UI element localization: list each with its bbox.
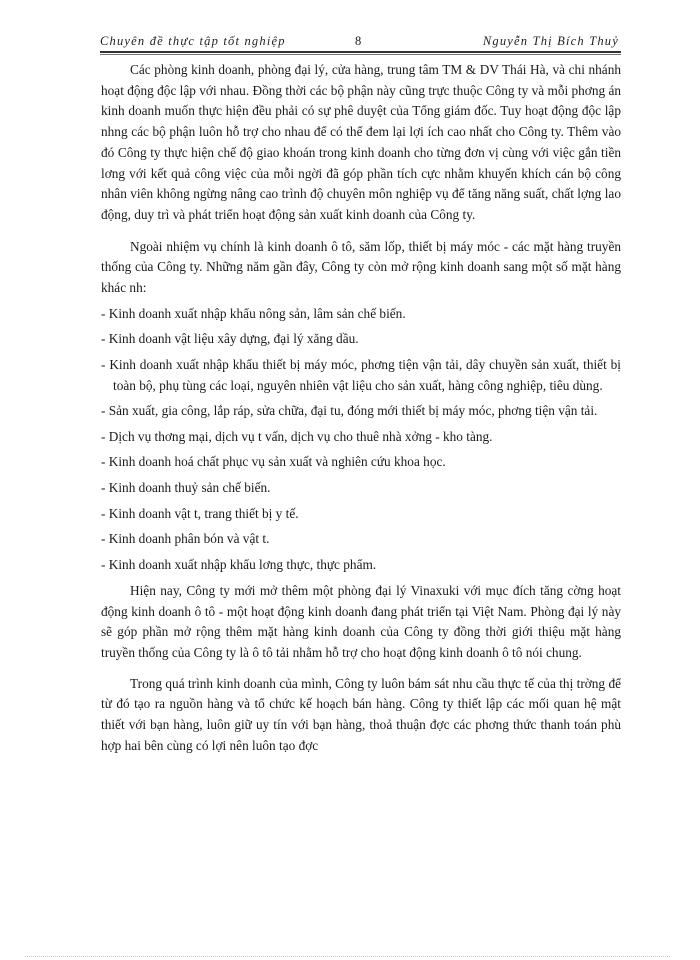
list-item: - Kinh doanh xuất nhập khẩu thiết bị máy móc, phơng tiện vận tải, dây chuyền sản xuất, thiết bị toàn bộ, phụ tùng các loại, nguyên nhiên vật liệu cho sản xuất, hàng công nghiệp, tiêu dùng. [101, 357, 621, 393]
list-item: - Kinh doanh xuất nhập khẩu nông sản, lâm sản chế biến. [101, 305, 406, 321]
paragraph: Hiện nay, Công ty mới mở thêm một phòng đại lý Vinaxuki với mục đích tăng cờng hoạt động kinh doanh ô tô - một hoạt động kinh doanh đang phát triển tại Việt Nam. Phòng đại lý này sẽ góp phần mở rộng thêm mặt hàng kinh doanh của Công ty đồng thời giới thiệu mặt hàng truyền thống của Công ty là ô tô tải nhằm hỗ trợ cho hoạt động kinh doanh ô tô nói chung. [101, 582, 621, 660]
page-header [100, 34, 621, 48]
list-item: - Kinh doanh vật t, trang thiết bị y tế. [101, 505, 299, 521]
business-list [101, 304, 621, 576]
list-item: - Kinh doanh vật liệu xây dựng, đại lý xăng dầu. [101, 331, 359, 347]
list-item: - Sản xuất, gia công, lắp ráp, sửa chữa, đại tu, đóng mới thiết bị máy móc, phơng tiện vận tải. [101, 403, 598, 419]
paragraph: Các phòng kinh doanh, phòng đại lý, cửa hàng, trung tâm TM & DV Thái Hà, và chi nhánh hoạt động độc lập với nhau. Đồng thời các bộ phận này cũng trực thuộc Công ty và mỗi phơng án kinh doanh muốn thực hiện đều phải có sự phê duyệt của Tổng giám đốc. Tuy hoạt động độc lập nhng các bộ phận luôn hỗ trợ cho nhau để có thể đem lại lợi ích cao nhất cho Công ty. Thêm vào đó Công ty thực hiện chế độ giao khoán trong kinh doanh cho từng đơn vị cùng với việc gắn tiền lơng với kết quả công việc của mỗi ngời đã góp phần tích cực nhằm khuyến khích cán bộ công nhân viên không ngừng nâng cao trình độ chuyên môn nghiệp vụ để tăng năng suất, chất lợng lao động, duy trì và phát triển hoạt động sản xuất kinh doanh của Công ty. [101, 62, 621, 222]
list-item: - Kinh doanh phân bón và vật t. [101, 531, 270, 547]
header-author: Nguyễn Thị Bích Thuỷ [482, 34, 619, 48]
list-item: - Kinh doanh hoá chất phục vụ sản xuất và nghiên cứu khoa học. [101, 454, 446, 470]
page-number: 8 [355, 34, 363, 48]
header-title: Chuyên đề thực tập tốt nghiệp [100, 34, 286, 48]
header-rule [100, 51, 621, 55]
paragraph: Trong quá trình kinh doanh của mình, Công ty luôn bám sát nhu cầu thực tế của thị trờng để từ đó tạo ra nguồn hàng và tổ chức kế hoạch bán hàng. Công ty thiết lập các mối quan hệ mật thiết với bạn hàng, luôn giữ uy tín với bạn hàng, thoả thuận đợc các phơng thức thanh toán phù hợp hai bên cùng có lợi nên luôn tạo đợc [101, 675, 621, 753]
document-body [101, 60, 621, 756]
page-boundary-divider [25, 956, 670, 958]
paragraph: Ngoài nhiệm vụ chính là kinh doanh ô tô, săm lốp, thiết bị máy móc - các mặt hàng truyền thống của Công ty. Những năm gần đây, Công ty còn mở rộng kinh doanh sang một số mặt hàng khác nh: [101, 238, 621, 296]
list-item: - Dịch vụ thơng mại, dịch vụ t vấn, dịch vụ cho thuê nhà xởng - kho tàng. [101, 428, 493, 444]
list-item: - Kinh doanh thuỷ sản chế biến. [101, 480, 271, 496]
list-item: - Kinh doanh xuất nhập khẩu lơng thực, thực phẩm. [101, 557, 377, 573]
